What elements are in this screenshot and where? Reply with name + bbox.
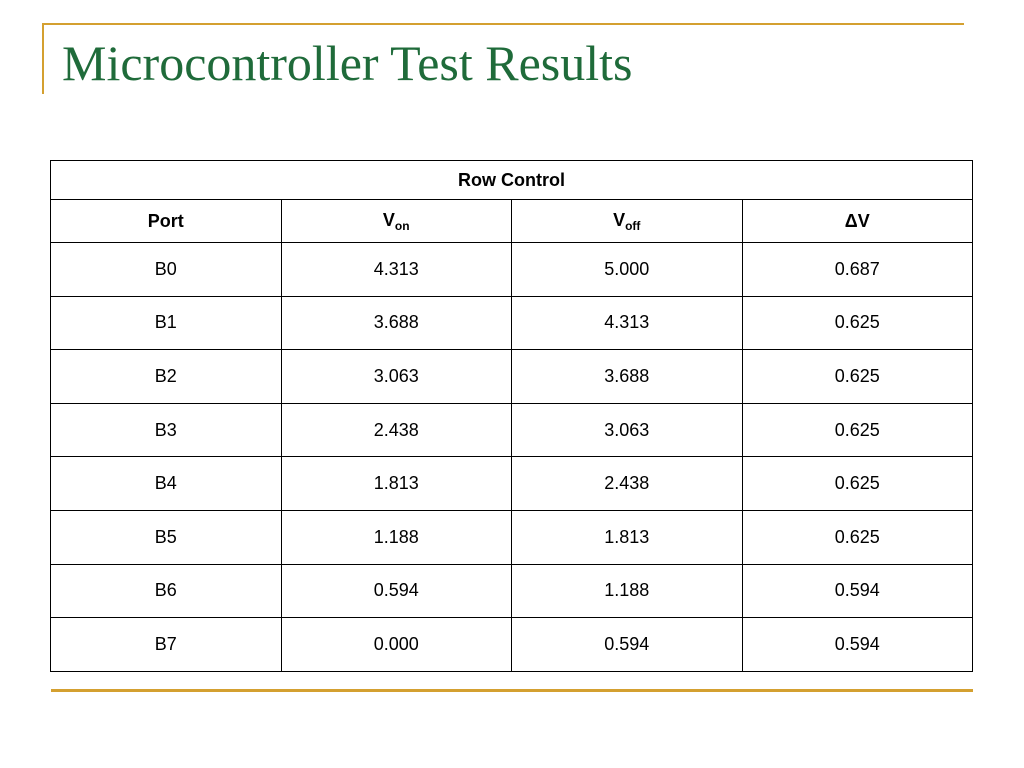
table-row xyxy=(51,296,973,350)
cell-port: B2 xyxy=(51,350,282,404)
cell-von: 2.438 xyxy=(281,403,512,457)
title-frame-top-rule xyxy=(42,23,964,25)
cell-voff: 5.000 xyxy=(512,243,743,297)
cell-delta: 0.625 xyxy=(742,403,973,457)
cell-von: 3.688 xyxy=(281,296,512,350)
slide-title: Microcontroller Test Results xyxy=(62,35,633,91)
von-subscript: on xyxy=(394,218,410,233)
cell-von: 4.313 xyxy=(281,243,512,297)
cell-delta: 0.594 xyxy=(742,564,973,618)
cell-port: B6 xyxy=(51,564,282,618)
cell-von: 1.188 xyxy=(281,510,512,564)
table-column-header-row xyxy=(51,200,973,243)
table-row xyxy=(51,564,973,618)
cell-delta: 0.687 xyxy=(742,243,973,297)
table-row xyxy=(51,510,973,564)
cell-voff: 3.688 xyxy=(512,350,743,404)
cell-port: B0 xyxy=(51,243,282,297)
cell-voff: 1.813 xyxy=(512,510,743,564)
table-row xyxy=(51,403,973,457)
cell-voff: 4.313 xyxy=(512,296,743,350)
table-body xyxy=(51,243,973,672)
voff-subscript: off xyxy=(625,218,641,233)
voff-base: V xyxy=(613,209,626,230)
cell-von: 3.063 xyxy=(281,350,512,404)
title-frame-left-rule xyxy=(42,23,44,94)
column-header-von xyxy=(281,200,512,243)
table-row xyxy=(51,618,973,672)
table-group-header-row xyxy=(51,161,973,200)
table-row xyxy=(51,457,973,511)
group-header-row-control: Row Control xyxy=(51,161,973,200)
cell-delta: 0.625 xyxy=(742,457,973,511)
cell-von: 0.000 xyxy=(281,618,512,672)
cell-port: B5 xyxy=(51,510,282,564)
cell-delta: 0.625 xyxy=(742,510,973,564)
cell-port: B7 xyxy=(51,618,282,672)
cell-delta: 0.625 xyxy=(742,296,973,350)
cell-voff: 3.063 xyxy=(512,403,743,457)
cell-voff: 0.594 xyxy=(512,618,743,672)
cell-delta: 0.594 xyxy=(742,618,973,672)
cell-port: B3 xyxy=(51,403,282,457)
column-header-delta-v: ΔV xyxy=(742,200,973,243)
cell-voff: 2.438 xyxy=(512,457,743,511)
cell-von: 0.594 xyxy=(281,564,512,618)
column-header-port: Port xyxy=(51,200,282,243)
test-results-table xyxy=(50,160,973,672)
cell-port: B4 xyxy=(51,457,282,511)
table-row xyxy=(51,350,973,404)
cell-port: B1 xyxy=(51,296,282,350)
bottom-rule xyxy=(51,689,973,692)
von-base: V xyxy=(382,209,395,230)
cell-von: 1.813 xyxy=(281,457,512,511)
cell-voff: 1.188 xyxy=(512,564,743,618)
cell-delta: 0.625 xyxy=(742,350,973,404)
column-header-voff xyxy=(512,200,743,243)
table-row xyxy=(51,243,973,297)
